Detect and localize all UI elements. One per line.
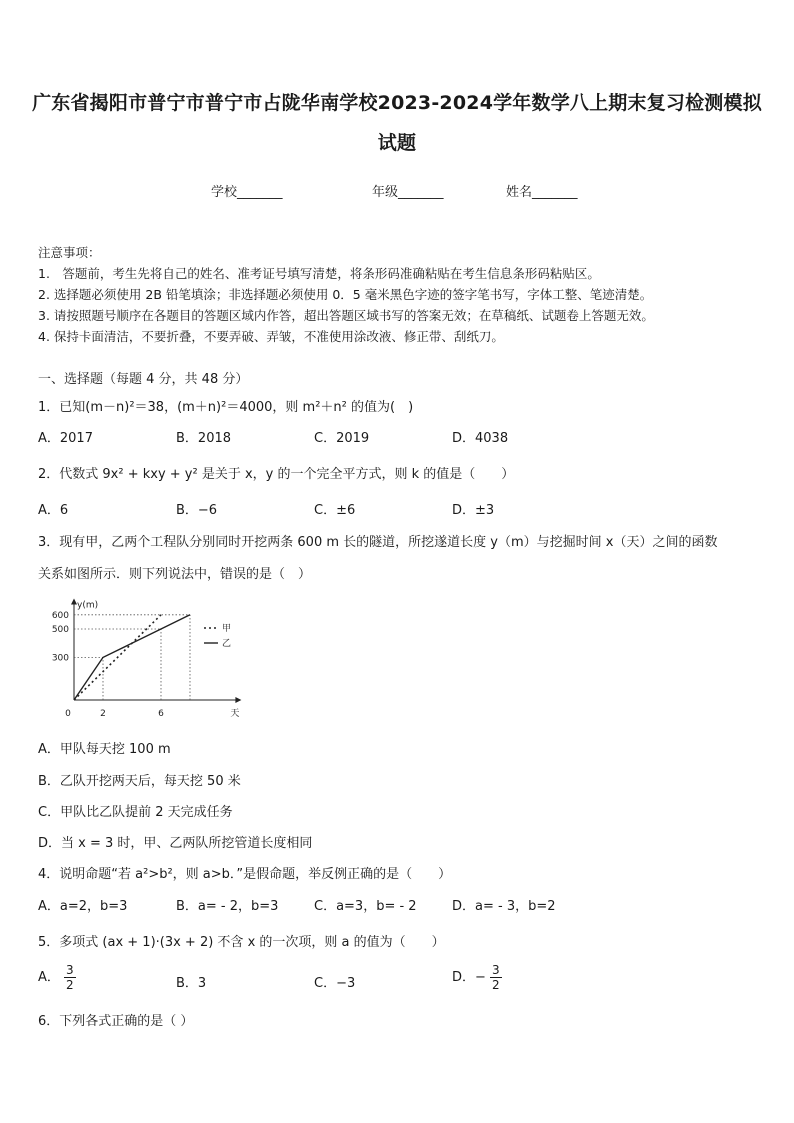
x-axis-arrow [235,697,241,703]
fraction-denominator: 2 [492,978,500,992]
question-4-stem: 4．说明命题“若 a²>b²，则 a>b．”是假命题，举反例正确的是（ ） [38,867,452,882]
q1-option-a: A．2017 [38,431,93,446]
y-tick-label: 600 [51,610,69,621]
x-tick-label: 2 [100,709,106,719]
grade-field: 年级_______ [372,185,444,200]
notice-item: 3. 请按照题号顺序在各题目的答题区域内作答，超出答题区域书写的答案无效；在草稿纸、试题卷上答题无效。 [38,308,654,323]
question-5-stem: 5．多项式 (ax + 1)·(3x + 2) 不含 x 的一次项，则 a 的值为（ ） [38,935,445,950]
x-tick-label: 0 [65,709,71,719]
notice-item: 1. 答题前，考生先将自己的姓名、准考证号填写清楚，将条形码准确粘贴在考生信息条形码粘贴区。 [38,266,600,281]
question-6-stem: 6．下列各式正确的是（ ） [38,1014,194,1029]
exam-title-line2: 试题 [377,132,417,154]
q3-line-chart [44,592,244,724]
q5-option-d-label: D．− [452,970,486,985]
q5-option-a-label: A． [38,970,60,985]
q2-option-c: C．±6 [314,503,356,518]
legend-label: 甲 [222,624,232,634]
q4-option-a: A．a=2，b=3 [38,899,128,914]
legend-label: 乙 [222,639,232,649]
notice-heading: 注意事项： [38,245,101,260]
q2-option-d: D．±3 [452,503,495,518]
question-2-stem: 2．代数式 9x² + kxy + y² 是关于 x，y 的一个完全平方式，则 k 的值是（ ） [38,467,515,482]
series-line-jia [74,615,161,700]
name-field: 姓名_______ [506,185,578,200]
q3-option-a: A．甲队每天挖 100 m [38,742,171,757]
q1-option-c: C．2019 [314,431,370,446]
question-3-stem-line1: 3．现有甲，乙两个工程队分别同时开挖两条 600 m 长的隧道，所挖遂道长度 y（m）与挖掘时间 x（天）之间的函数 [38,535,718,550]
fraction-denominator: 2 [66,978,74,992]
q5-option-c: C．−3 [314,976,356,991]
q5-option-d [452,963,502,992]
series-line-yi [74,615,190,700]
fraction-numerator: 3 [66,963,74,977]
q4-option-c: C．a=3，b= - 2 [314,899,417,914]
x-tick-label: 6 [158,709,164,719]
q1-option-b: B．2018 [176,431,232,446]
notice-item: 2. 选择题必须使用 2B 铅笔填涂；非选择题必须使用 0．5 毫米黑色字迹的签字笔书写，字体工整、笔迹清楚。 [38,287,653,302]
notice-item: 4. 保持卡面清洁，不要折叠，不要弄破、弄皱，不准使用涂改液、修正带、刮纸刀。 [38,329,504,344]
q5-option-a-fraction [64,963,76,992]
y-tick-label: 500 [51,625,69,635]
q2-option-a: A．6 [38,503,69,518]
q1-option-d: D．4038 [452,431,509,446]
q3-option-d: D．当 x = 3 时，甲、乙两队所挖管道长度相同 [38,836,313,851]
question-1-stem: 1．已知(m－n)²＝38，(m＋n)²＝4000，则 m²＋n² 的值为( ) [38,400,414,415]
exam-title-line1: 广东省揭阳市普宁市普宁市占陇华南学校2023-2024学年数学八上期末复习检测模拟 [32,92,762,114]
q4-option-d: D．a= - 3，b=2 [452,899,556,914]
q2-option-b: B．−6 [176,503,218,518]
q5-option-d-fraction [490,963,502,992]
notice-block [38,242,654,347]
q5-option-b: B．3 [176,976,207,991]
x-axis-label: 天 [230,709,240,719]
y-tick-label: 300 [51,653,69,664]
q3-option-b: B．乙队开挖两天后，每天挖 50 米 [38,774,241,789]
q3-option-c: C．甲队比乙队提前 2 天完成任务 [38,805,233,820]
school-field: 学校_______ [211,185,283,200]
section-heading: 一、选择题（每题 4 分，共 48 分） [38,372,249,387]
y-axis-label: y(m) [77,600,99,611]
question-3-stem-line2: 关系如图所示．则下列说法中，错误的是（ ） [38,567,312,582]
q4-option-b: B．a= - 2，b=3 [176,899,279,914]
fraction-numerator: 3 [492,963,500,977]
q5-option-a [38,963,76,992]
